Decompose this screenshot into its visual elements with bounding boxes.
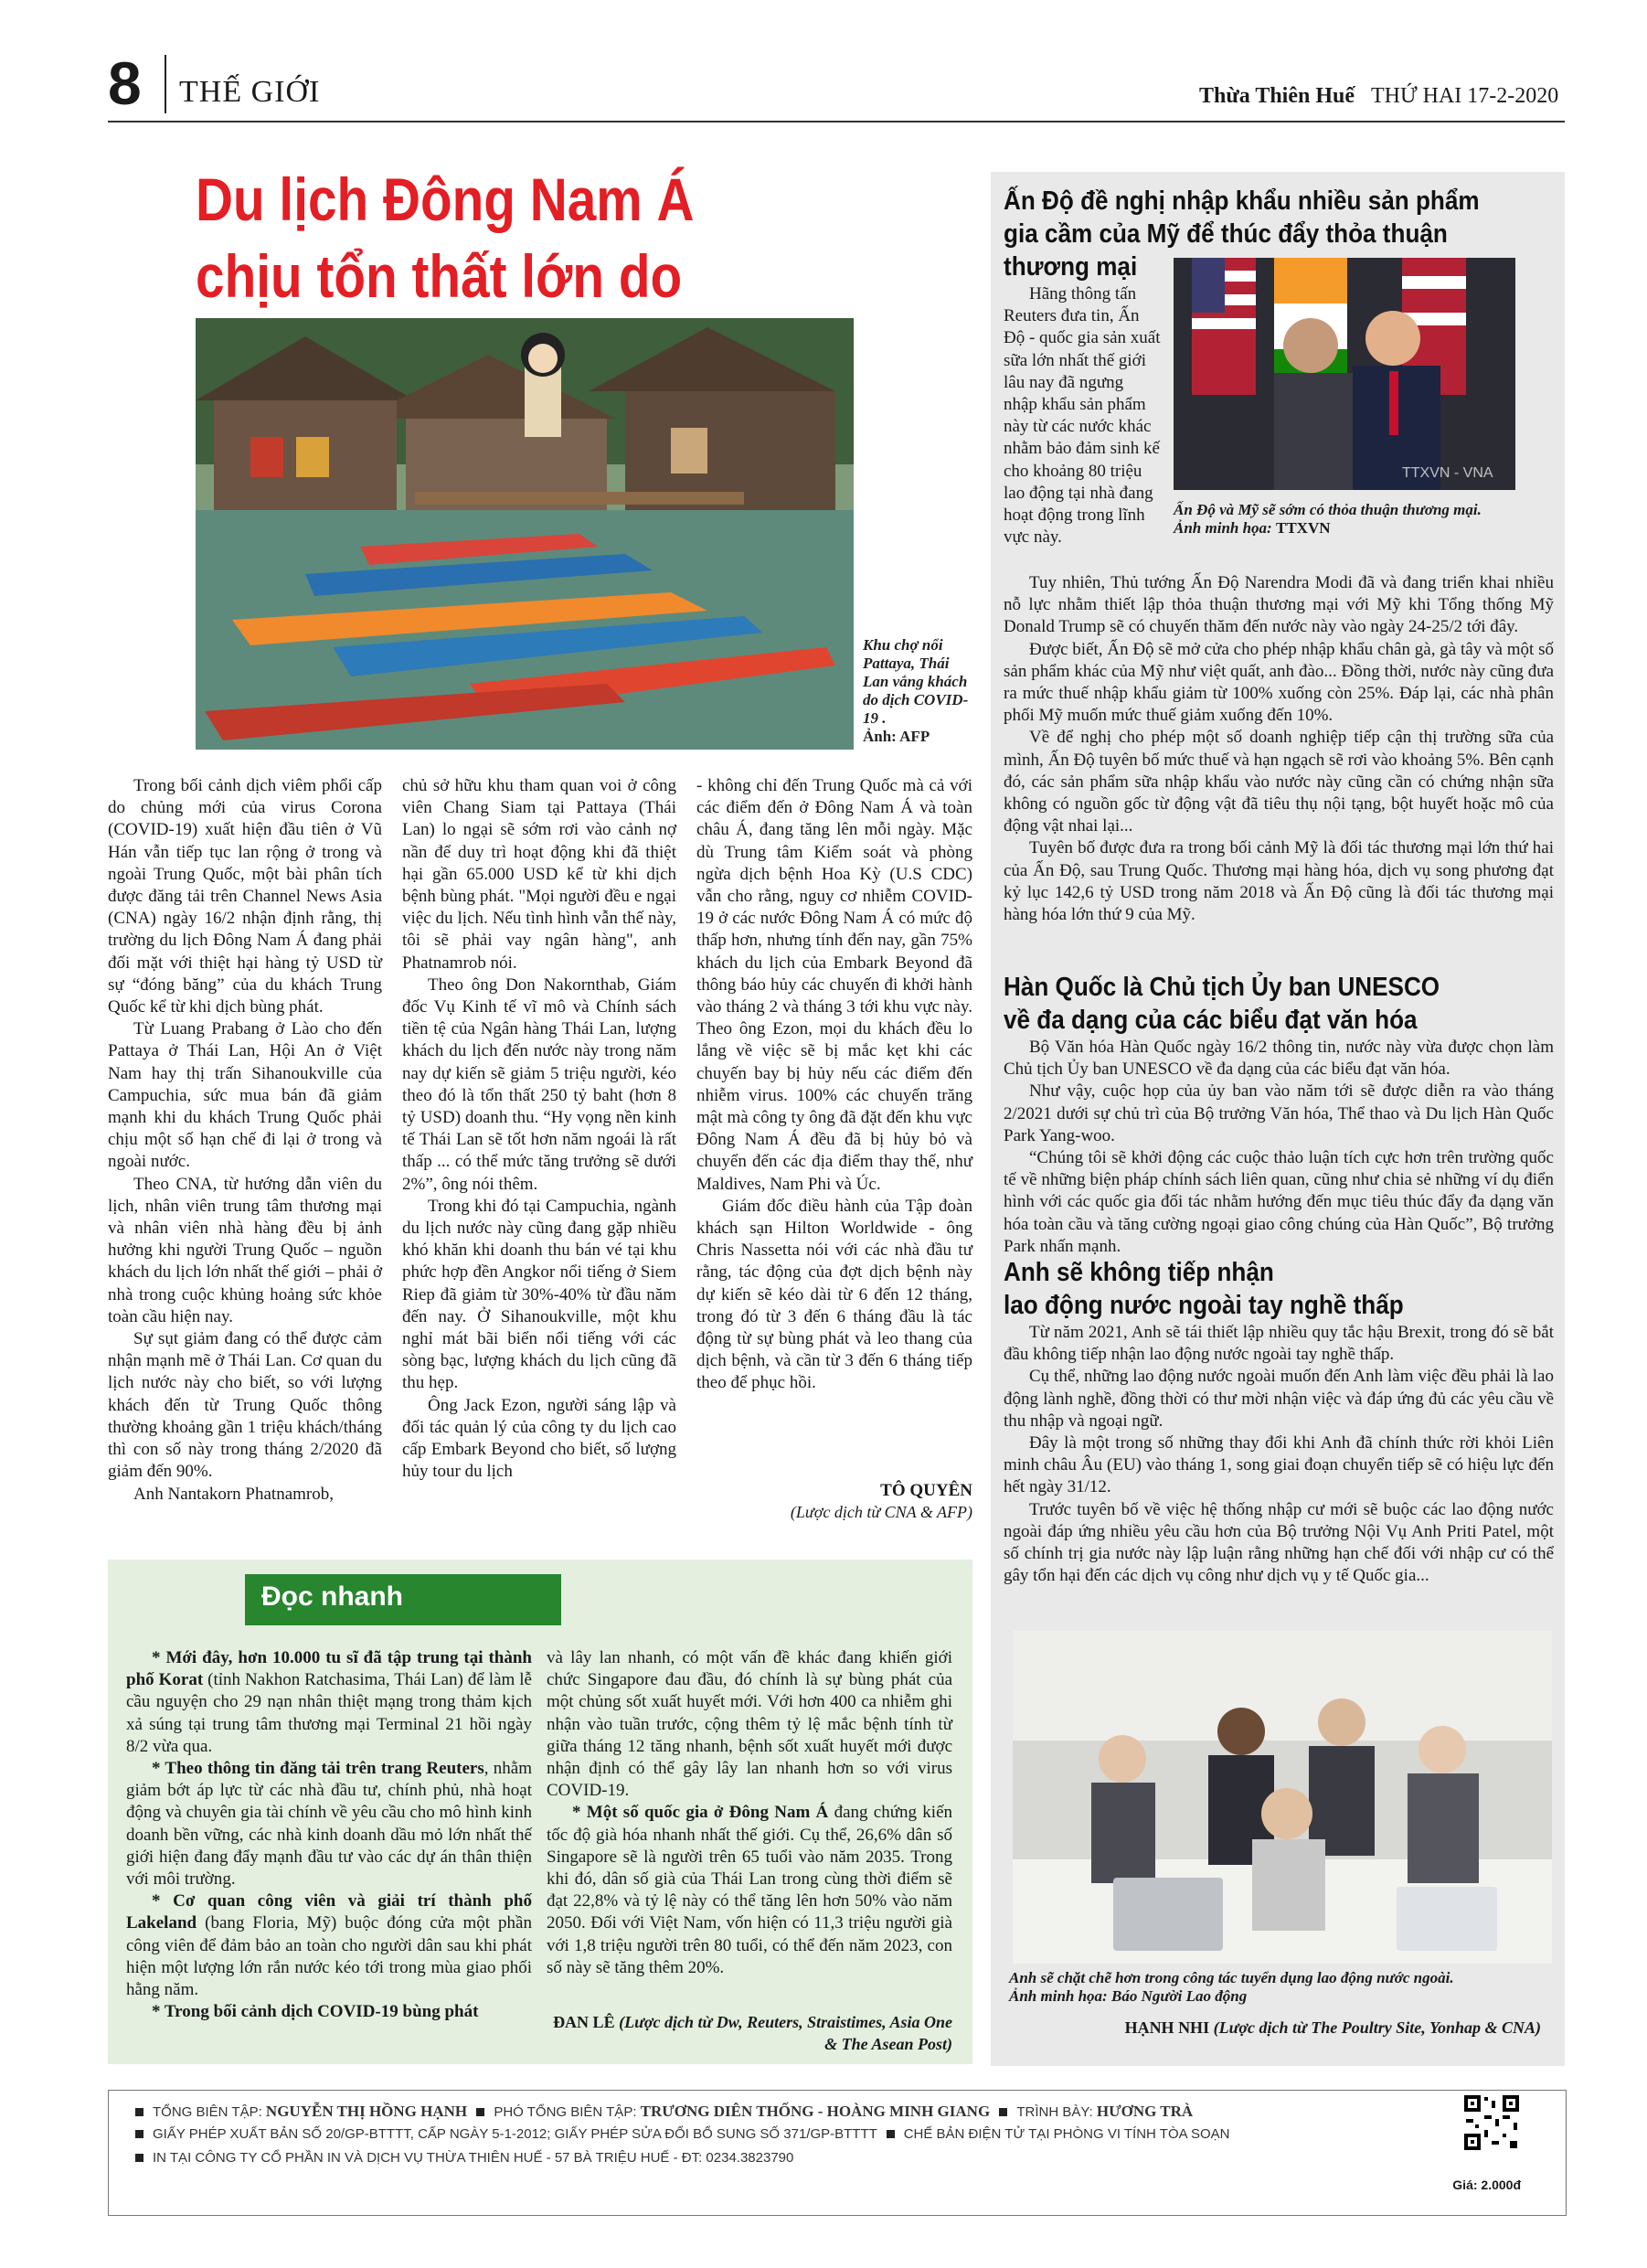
quick-read-item	[126, 1890, 532, 2001]
paragraph: Từ Luang Prabang ở Lào cho đến Pattaya ở Thái Lan, Hội An ở Việt Nam hay thị trấn Sihanoukville của Campuchia, sức mua bán đã giảm mạnh khi du khách Trung Quốc phải chịu một số hạn chế đi lại ở trong và ngoài nước.	[108, 1019, 382, 1172]
headline-line: Anh sẽ không tiếp nhận	[1004, 1258, 1274, 1287]
main-byline: TÔ QUYÊN	[880, 1481, 972, 1500]
paragraph: Trước tuyên bố về việc hệ thống nhập cư mới sẽ buộc các lao động nước ngoài đáp ứng nhiều yêu cầu hơn của Bộ trưởng Nội Vụ Anh Priti Patel, một số chính trị gia nước này lập luận rằng những hạn chế đối với nhập cư có thể gây tổn hại đến các dịch vụ công như dịch vụ y tế Quốc gia...	[1004, 1499, 1554, 1586]
item-body: (bang Floria, Mỹ) buộc đóng cửa một phần công viên để đảm bảo an toàn cho người dân sau khi phát hiện một lượng lớn rắn nước kéo tới trong mùa giao phối hằng năm.	[126, 1913, 532, 2000]
footer-row-editors	[130, 2103, 1391, 2121]
photo3-caption	[1009, 1969, 1557, 2006]
item-lead: * Theo thông tin đăng tải trên trang Reuters	[152, 1759, 484, 1779]
footer-label: TRÌNH BÀY:	[1016, 2104, 1097, 2120]
photo1-caption	[863, 636, 974, 746]
quick-read-item	[547, 1802, 952, 1979]
quick-read-item	[126, 2001, 532, 2023]
modi-trump-photo	[1174, 258, 1515, 490]
signature-source: (Lược dịch từ The Poultry Site, Yonhap & CNA)	[1209, 2018, 1541, 2037]
issue-date: THỨ HAI 17-2-2020	[1371, 84, 1559, 108]
quick-read-item	[126, 1647, 532, 1758]
main-column-3	[696, 775, 972, 1395]
item-body: đang chứng kiến tốc độ già hóa nhanh nhất thế giới. Cụ thể, 26,6% dân số Singapore sẽ là người trên 65 tuổi vào năm 2035. Trong khi đó, dân số già của Thái Lan trong cùng thời điểm sẽ đạt 22,8% và tỷ lệ này có thể tăng lên hơn 50% vào năm 2050. Đối với Việt Nam, vốn hiện có 11,3 triệu người già với 1,8 triệu người trên 80 tuổi, có thể đến năm 2023, con số này sẽ tăng thêm 20%.	[547, 1803, 952, 1977]
headline-line: gia cầm của Mỹ để thúc đẩy thỏa thuận	[1004, 219, 1448, 249]
paragraph: chủ sở hữu khu tham quan voi ở công viên Chang Siam tại Pattaya (Thái Lan) lo ngại sẽ sớm rơi vào cảnh nợ nần để duy trì hoạt động khi đã thiệt hại gần 65.000 USD kể từ khi dịch bệnh bùng phát. "Mọi người đều e ngại việc du lịch. Nếu tình hình vẫn thế này, tôi sẽ phải vay ngân hàng", anh Phatnamrob nói.	[402, 776, 676, 973]
photo2-caption-text: Ấn Độ và Mỹ sẽ sớm có thỏa thuận thương mại.	[1174, 501, 1482, 518]
bullet-square-icon	[135, 2130, 143, 2138]
paragraph: Về để nghị cho phép một số doanh nghiệp tiếp cận thị trường sữa của mình, Ấn Độ tuyên bố mức thuế và hạn ngạch sẽ rơi vào khoảng 5%. Bên cạnh đó, các sản phẩm sữa nhập khẩu vào nước này cũng cần có chứng nhận sữa không có nguồn gốc từ động vật đã tiêu thụ nội tạng, bột huyết hoặc mô của động vật nhai lại...	[1004, 728, 1554, 836]
price-label: Giá: 2.000đ	[1452, 2177, 1521, 2192]
paragraph: Anh Nantakorn Phatnamrob,	[133, 1484, 334, 1504]
signature-name: HẠNH NHI	[1124, 2018, 1210, 2037]
header-rule	[108, 121, 1565, 122]
paragraph: Trong bối cảnh dịch viêm phổi cấp do chủng mới của virus Corona (COVID-19) xuất hiện đầu tiên ở Vũ Hán vẫn tiếp tục lan rộng ở trong và ngoài Trung Quốc, một bài phân tích được đăng tải trên Channel News Asia (CNA) ngày 16/2 nhận định rằng, thị trường du lịch Đông Nam Á đang phải đối mặt với thiệt hại hàng tỷ USD từ sự “đóng băng” của du khách Trung Quốc kể từ khi dịch bùng phát.	[108, 776, 382, 1017]
item-body: (tỉnh Nakhon Ratchasima, Thái Lan) để làm lễ cầu nguyện cho 29 nạn nhân thiệt mạng trong thảm kịch xả súng tại trung tâm thương mại Terminal 21 hồi ngày 8/2 vừa qua.	[126, 1670, 532, 1756]
headline-line: lao động nước ngoài tay nghề thấp	[1004, 1291, 1404, 1320]
item-body: và lây lan nhanh, có một vấn đề khác đang khiến giới chức Singapore đau đầu, đó chính là sự bùng phát của một chủng sốt xuất huyết mới. Với hơn 400 ca nhiễm ghi nhận vào tuần trước, cộng thêm tỷ lệ mắc bệnh tính từ giữa tháng 12 tăng nhanh, bệnh sốt xuất huyết mới được nhận định có thể gây lây lan nhanh hơn so với virus COVID-19.	[547, 1648, 952, 1801]
signature-source: (Lược dịch từ Dw, Reuters, Straistimes, Asia One & The Asean Post)	[614, 2013, 952, 2053]
photo2-credit: TTXVN	[1275, 519, 1331, 537]
paragraph: Tuyên bố được đưa ra trong bối cảnh Mỹ là đối tác thương mại lớn thứ hai của Ấn Độ, sau Trung Quốc. Thương mại hàng hóa, dịch vụ song phương đạt kỷ lục 142,6 tỷ USD trong năm 2018 và Ấn Độ cũng là đối tác thương mại hàng hóa lớn thứ 9 của Mỹ.	[1004, 838, 1554, 925]
photo1-caption-text: Khu chợ nổi Pattaya, Thái Lan vắng khách do dịch COVID-19 .	[863, 636, 969, 727]
item-lead: * Mới đây, hơn 10.000 tu sĩ đã tập trung tại thành phố Korat	[126, 1648, 532, 1690]
headline-line: về đa dạng của các biểu đạt văn hóa	[1004, 1006, 1418, 1035]
sidebar-story1-wrap	[1004, 283, 1161, 548]
typesetting-text: CHẾ BẢN ĐIỆN TỬ TẠI PHÒNG VI TÍNH TÒA SOẠN	[903, 2126, 1230, 2142]
paragraph: - không chỉ đến Trung Quốc mà cả với các điểm đến ở Đông Nam Á và toàn châu Á, đang tăng lên mỗi ngày. Mặc dù Trung tâm Kiểm soát và phòng ngừa dịch bệnh Hoa Kỳ (U.S CDC) vẫn cho rằng, nguy cơ nhiễm COVID-19 ở các nước Đông Nam Á có mức độ thấp hơn, nhưng tính đến nay, gần 75% khách du lịch của Embark Beyond đã thông báo hủy các chuyến đi khởi hành vào tháng 2 và tháng 3 tới khu vực này. Theo ông Ezon, mọi du khách đều lo lắng về việc sẽ bị mắc kẹt khi các chuyến bay bị hủy nếu các điểm đến nhiễm virus. 100% các chuyến trăng mật mà công ty ông đã đặt đến khu vực Đông Nam Á đều đã bị hủy bỏ và chuyển đến các địa điểm thay thế, như Maldives, Nam Phi và Úc.	[696, 776, 972, 1194]
editor-in-chief: NGUYỄN THỊ HỒNG HẠNH	[265, 2103, 468, 2120]
paragraph: Hãng thông tấn Reuters đưa tin, Ấn Độ - quốc gia sản xuất sữa lớn nhất thế giới lâu nay đã ngưng nhập khẩu sản phẩm này từ các nước khác nhằm bảo đảm sinh kế cho khoảng 80 triệu lao động tại nhà đang hoạt động trong lĩnh vực này.	[1004, 284, 1161, 548]
paragraph: Như vậy, cuộc họp của ủy ban vào năm tới sẽ được diễn ra vào tháng 2/2021 dưới sự chủ trì của Bộ trưởng Văn hóa, Thể thao và Du lịch Hàn Quốc Park Yang-woo.	[1004, 1081, 1554, 1145]
qr-code-icon[interactable]	[1462, 2093, 1521, 2152]
paragraph: Được biết, Ấn Độ sẽ mở cửa cho phép nhập khẩu chân gà, gà tây và một số sản phẩm khác của Mỹ như việt quất, anh đào... Đồng thời, nước này cũng đưa ra mức thuế nhập khẩu giảm từ 100% xuống còn 25%. Đáp lại, các nhà phân phối Mỹ muốn mức thuế giảm xuống đến 10%.	[1004, 639, 1554, 726]
header-divider	[165, 55, 166, 113]
paragraph: Từ năm 2021, Anh sẽ tái thiết lập nhiều quy tắc hậu Brexit, trong đó sẽ bắt đầu không tiếp nhận lao động nước ngoài tay nghề thấp.	[1004, 1323, 1554, 1365]
bullet-square-icon	[887, 2130, 895, 2138]
paper-name: Thừa Thiên Huế	[1199, 84, 1355, 108]
paragraph: Giám đốc điều hành của Tập đoàn khách sạn Hilton Worldwide - ông Chris Nassetta nói với các nhà đầu tư rằng, tác động của đợt dịch bệnh này dự kiến sẽ kéo dài từ 6 đến 12 tháng, trong đó từ 3 đến 6 tháng đầu là tác động từ sự bùng phát và leo thang của dịch bệnh, và cần từ 3 đến 6 tháng tiếp theo để phục hồi.	[696, 1196, 972, 1393]
sidebar-headline-3	[1004, 1256, 1546, 1322]
signature-name: ĐAN LÊ	[553, 2013, 615, 2031]
quick-read-item	[126, 1758, 532, 1890]
quick-read-signature	[547, 2011, 952, 2055]
paragraph: Tuy nhiên, Thủ tướng Ấn Độ Narendra Modi đã và đang triển khai nhiều nỗ lực nhằm thiết lập thỏa thuận thương mại với Mỹ khi Tổng thống Mỹ Donald Trump sẽ có chuyến thăm đến nước này vào ngày 24-25/2 tới đây.	[1004, 573, 1554, 637]
bullet-square-icon	[999, 2108, 1007, 2116]
paragraph: Ông Jack Ezon, người sáng lập và đối tác quản lý của công ty du lịch cao cấp Embark Beyond cho biết, số lượng hủy tour du lịch	[402, 1395, 676, 1482]
photo2-credit-label: Ảnh minh họa:	[1174, 519, 1276, 537]
paragraph: Đây là một trong số những thay đổi khi Anh đã chính thức rời khỏi Liên minh châu Âu (EU) vào tháng 1, song giai đoạn chuyển tiếp sẽ có hiệu lực đến hết ngày 31/12.	[1004, 1433, 1554, 1497]
item-lead: * Một số quốc gia ở Đông Nam Á	[572, 1803, 829, 1823]
printer-text: IN TẠI CÔNG TY CỔ PHẦN IN VÀ DỊCH VỤ THỪA THIÊN HUẾ - 57 BÀ TRIỆU HUẾ - ĐT: 0234.3823790	[153, 2150, 794, 2166]
office-meeting-photo	[1013, 1631, 1552, 1964]
sidebar-story2	[1004, 1037, 1554, 1258]
item-lead: * Cơ quan công viên và giải trí thành phố Lakeland	[126, 1891, 532, 1933]
photo2-caption	[1174, 501, 1552, 538]
page-number: 8	[108, 49, 142, 117]
photo3-credit: Báo Người Lao động	[1110, 1987, 1248, 2005]
sidebar-headline-2	[1004, 971, 1546, 1037]
section-title: THẾ GIỚI	[179, 75, 321, 109]
headline-line: Ấn Độ đề nghị nhập khẩu nhiều sản phẩm	[1004, 186, 1480, 216]
quick-read-column-2	[547, 1647, 952, 1979]
item-lead: * Trong bối cảnh dịch COVID-19 bùng phát	[152, 2002, 479, 2022]
paragraph: Bộ Văn hóa Hàn Quốc ngày 16/2 thông tin, nước này vừa được chọn làm Chủ tịch Ủy ban UNESCO về đa dạng của các biểu đạt văn hóa.	[1004, 1038, 1554, 1080]
headline-line: Hàn Quốc là Chủ tịch Ủy ban UNESCO	[1004, 973, 1440, 1002]
headline-line: thương mại	[1004, 252, 1138, 282]
quick-read-column-1	[126, 1647, 532, 2023]
main-column-1	[108, 775, 382, 1506]
license-text: GIẤY PHÉP XUẤT BẢN SỐ 20/GP-BTTTT, CẤP NGÀY 5-1-2012; GIẤY PHÉP SỬA ĐỔI BỔ SUNG SỐ 371/GP-BTTTT	[153, 2126, 877, 2142]
footer-row-printer	[130, 2150, 1391, 2166]
main-source: (Lược dịch từ CNA & AFP)	[790, 1503, 972, 1521]
sidebar-story1	[1004, 572, 1554, 926]
main-column-2	[402, 775, 676, 1484]
sidebar-story3	[1004, 1322, 1554, 1587]
item-body: , nhằm giảm bớt áp lực từ các nhà đầu tư, chính phủ, nhà hoạt động và chuyên gia tài chính về yêu cầu cho mô hình kinh doanh bền vững, các nhà kinh doanh dầu mỏ lớn nhất thế giới hiện đang đẩy mạnh đầu tư vào các dự án thân thiện với môi trường.	[126, 1759, 532, 1890]
quick-read-item	[547, 1647, 952, 1802]
bullet-square-icon	[135, 2108, 143, 2116]
paragraph: Sự sụt giảm đang có thể được cảm nhận mạnh mẽ ở Thái Lan. Cơ quan du lịch nước này cho biết, so với lượng khách đến từ Trung Quốc thông thường khoảng gần 1 triệu khách/tháng thì con số này trong tháng 2/2020 đã giảm đến 90%.	[108, 1329, 382, 1482]
main-headline-line1: Du lịch Đông Nam Á	[196, 165, 695, 233]
footer-row-license	[130, 2126, 1391, 2142]
main-headline-line2: chịu tổn thất lớn do	[196, 242, 683, 310]
photo1-credit: Ảnh: AFP	[863, 728, 930, 745]
layout-editor: HƯƠNG TRÀ	[1096, 2103, 1194, 2120]
footer-label: TỔNG BIÊN TẬP:	[153, 2104, 266, 2120]
bullet-square-icon	[135, 2154, 143, 2162]
photo3-credit-label: Ảnh minh họa:	[1009, 1987, 1111, 2005]
quick-read-title: Đọc nhanh	[261, 1581, 403, 1612]
footer-label: PHÓ TỔNG BIÊN TẬP:	[494, 2104, 641, 2120]
paragraph: Cụ thể, những lao động nước ngoài muốn đến Anh làm việc đều phải là lao động lành nghề, đồng thời có thư mời nhận việc và đáp ứng đủ các yêu cầu về thu nhập và ngoại ngữ.	[1004, 1367, 1554, 1431]
floating-market-photo	[196, 318, 854, 750]
paragraph: Theo CNA, từ hướng dẫn viên du lịch, nhân viên trung tâm thương mại và nhân viên nhà hàng đều bị ảnh hưởng khi người Trung Quốc – nguồn khách du lịch lớn nhất thế giới – phải ở nhà trong cuộc khủng hoảng sức khỏe toàn cầu hiện nay.	[108, 1174, 382, 1326]
sidebar-signature	[1004, 2017, 1541, 2039]
paragraph: Theo ông Don Nakornthab, Giám đốc Vụ Kinh tế vĩ mô và Chính sách tiền tệ của Ngân hàng Thái Lan, lượng khách du lịch đến nước này trong năm nay dự kiến sẽ giảm 5 triệu người, kéo theo đó là tổn thất 250 tỷ baht (hơn 8 tỷ USD) doanh thu. “Hy vọng nền kinh tế Thái Lan sẽ tốt hơn năm ngoái là rất thấp ... có thể mức tăng trưởng sẽ dưới 2%”, ông nói thêm.	[402, 974, 676, 1194]
paragraph: “Chúng tôi sẽ khởi động các cuộc thảo luận tích cực hơn trên trường quốc tế về những biện pháp chính sách liên quan, cũng như chia sẻ những ví dụ điển hình với các quốc gia đối tác nhằm hướng đến mục tiêu thúc đẩy đa dạng văn hóa toàn cầu và tăng cường ngoại giao công chúng của Hàn Quốc”, Bộ trưởng Park nhấn mạnh.	[1004, 1148, 1554, 1256]
bullet-square-icon	[476, 2108, 484, 2116]
photo3-caption-text: Anh sẽ chặt chẽ hơn trong công tác tuyển dụng lao động nước ngoài.	[1009, 1969, 1454, 1986]
photo-watermark: TTXVN - VNA	[1402, 465, 1493, 481]
paragraph: Trong khi đó tại Campuchia, ngành du lịch nước này cũng đang gặp nhiều khó khăn khi doanh thu bán vé tại khu phức hợp đền Angkor nổi tiếng ở Siem Riep đã giảm từ 30%-40% từ đầu năm đến nay. Ở Sihanoukville, một khu nghỉ mát bãi biển nổi tiếng với các sòng bạc, lượng khách du lịch cũng đã thu hẹp.	[402, 1196, 676, 1393]
deputy-editors: TRƯƠNG DIÊN THỐNG - HOÀNG MINH GIANG	[640, 2103, 991, 2120]
